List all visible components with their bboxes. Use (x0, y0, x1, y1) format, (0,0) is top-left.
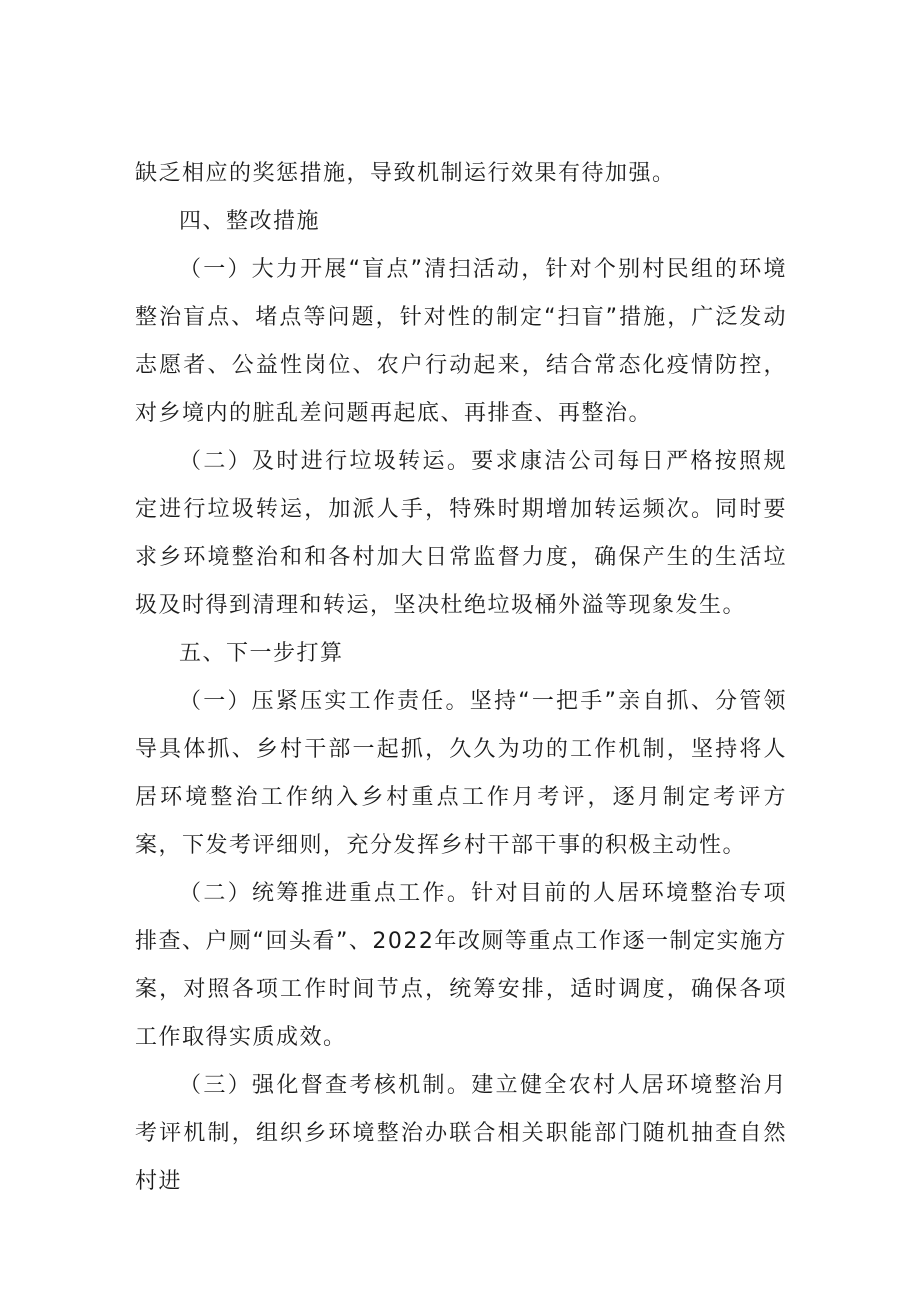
paragraph-garbage-transfer: （二）及时进行垃圾转运。要求康洁公司每日严格按照规定进行垃圾转运，加派人手，特殊时期增加转运频次。同时要求乡环境整治和和各村加大日常监督力度，确保产生的生活垃圾及时得到清理和转运，坚决杜绝垃圾桶外溢等现象发生。 (135, 449, 787, 618)
paragraph-supervision: （三）强化督查考核机制。建立健全农村人居环境整治月考评机制，组织乡环境整治办联合相关职能部门随机抽查自然村进 (135, 1073, 787, 1194)
section-heading-next-steps: 五、下一步打算 (179, 641, 344, 666)
paragraph-work-responsibility: （一）压紧压实工作责任。坚持“一把手”亲自抓、分管领导具体抓、乡村干部一起抓，久久为功的工作机制，坚持将人居环境整治工作纳入乡村重点工作月考评，逐月制定考评方案，下发考评细则，充分发挥乡村干部干事的积极主动性。 (135, 689, 787, 858)
paragraph-continuation: 缺乏相应的奖惩措施，导致机制运行效果有待加强。 (135, 161, 676, 186)
section-heading-rectification: 四、整改措施 (179, 209, 321, 234)
paragraph-blind-spot-cleanup: （一）大力开展“盲点”清扫活动，针对个别村民组的环境整治盲点、堵点等问题，针对性的制定“扫盲”措施，广泛发动志愿者、公益性岗位、农户行动起来，结合常态化疫情防控，对乡境内的脏乱差问题再起底、再排查、再整治。 (135, 257, 788, 426)
document-body (135, 150, 787, 1206)
paragraph-key-work: （二）统筹推进重点工作。针对目前的人居环境整治专项排查、户厕“回头看”、2022年改厕等重点工作逐一制定实施方案，对照各项工作时间节点，统筹安排，适时调度，确保各项工作取得实质成效。 (135, 881, 787, 1050)
